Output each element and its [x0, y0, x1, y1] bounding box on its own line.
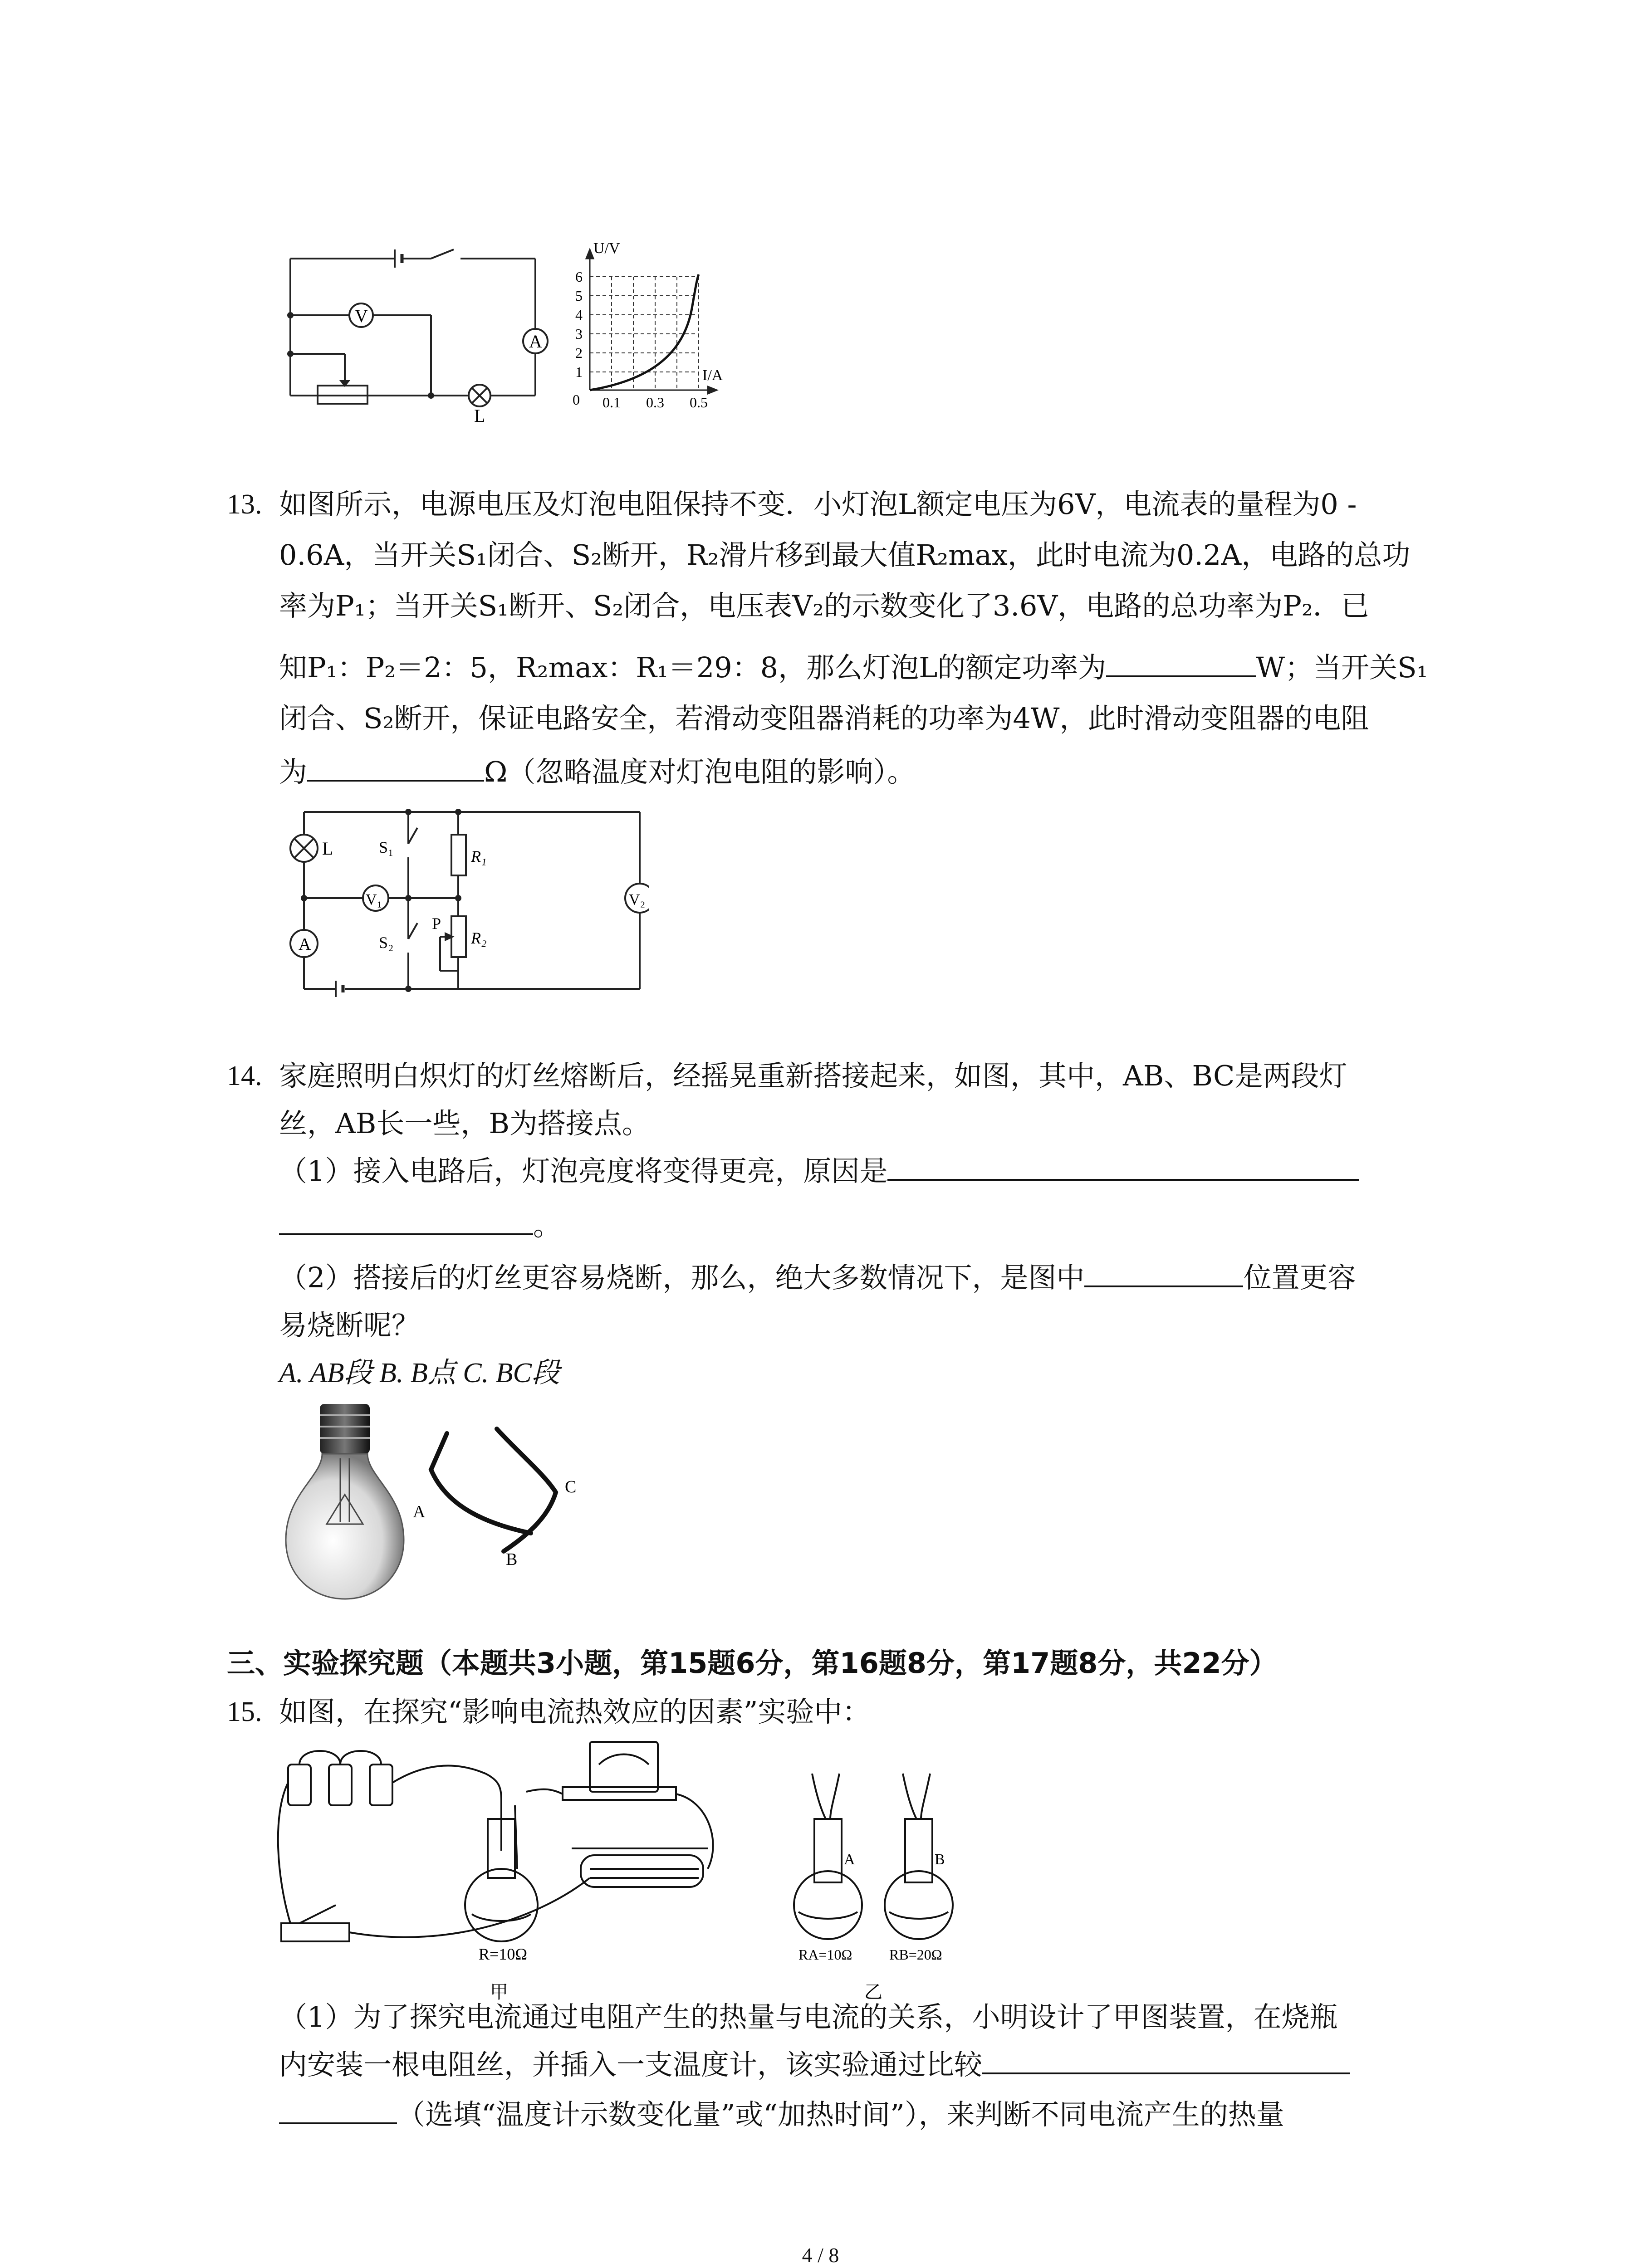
q15-sub1-line1: （1）为了探究电流通过电阻产生的热量与电流的关系，小明设计了甲图装置，在烧瓶 — [279, 2000, 1338, 2033]
filament-label-a: A — [413, 1502, 426, 1521]
experiment-apparatus-yi — [780, 1769, 971, 2005]
q14-sub1-end: 。 — [533, 1209, 562, 1242]
q13-line6-tail: Ω（忽略温度对灯泡电阻的影响）。 — [484, 755, 916, 788]
filament-label-b: B — [506, 1550, 518, 1569]
experiment-apparatus-jia — [272, 1733, 749, 2005]
flask-a-label: A — [844, 1851, 855, 1868]
section3-heading: 三、实验探究题（本题共3小题，第15题6分，第16题8分，第17题8分，共22分） — [227, 1647, 1278, 1680]
x-tick: 0.3 — [646, 394, 664, 411]
u-i-graph — [563, 236, 753, 417]
ammeter-label: A — [529, 331, 542, 352]
y-tick: 5 — [575, 288, 583, 304]
q14-blank-reason-line1[interactable] — [887, 1149, 1359, 1181]
lamp-L-label: L — [322, 838, 333, 859]
lamp-label: L — [474, 406, 485, 426]
q15-number: 15. — [227, 1696, 262, 1727]
q13-line4-text: 知P₁：P₂＝2：5，R₂max：R₁＝29：8，那么灯泡L的额定功率为 — [279, 651, 1107, 684]
v1-label: V₁ — [366, 891, 382, 908]
q13-line2: 0.6A，当开关S₁闭合、S₂断开，R₂滑片移到最大值R₂max，此时电流为0.2A，电路的总功 — [279, 538, 1411, 572]
voltmeter-label: V — [355, 306, 368, 326]
q15-blank-compare-line2[interactable] — [279, 2092, 397, 2124]
x-axis-label: I/A — [702, 367, 723, 384]
q15-sub1-tail: （选填“温度计示数变化量”或“加热时间”），来判断不同电流产生的热量 — [397, 2098, 1284, 2131]
rb-label: RB=20Ω — [889, 1946, 942, 1963]
s2-label: S₂ — [379, 934, 394, 952]
q14-sub1-cont — [279, 1202, 561, 1249]
s1-label: S₁ — [379, 838, 394, 856]
q13-line4 — [279, 644, 1428, 691]
filament-label-c: C — [565, 1477, 577, 1496]
q14-options: A. AB段 B. B点 C. BC段 — [279, 1358, 560, 1388]
y-tick: 6 — [575, 269, 583, 285]
q13-line5: 闭合、S₂断开，保证电路安全，若滑动变阻器消耗的功率为4W，此时滑动变阻器的电阻 — [279, 702, 1369, 735]
q13-circuit-figure — [277, 807, 649, 998]
q14-blank-reason-line2[interactable] — [279, 1203, 533, 1235]
q14-sub2-cont: 易烧断呢？ — [279, 1309, 420, 1342]
q13-line1: 如图所示，电源电压及灯泡电阻保持不变．小灯泡L额定电压为6V，电流表的量程为0 - — [279, 488, 1357, 521]
q13-blank-resistance[interactable] — [307, 750, 484, 782]
r1-label: R₁ — [471, 847, 487, 865]
q13-line6 — [279, 748, 915, 796]
q14-blank-position[interactable] — [1084, 1256, 1243, 1287]
y-tick: 1 — [575, 364, 583, 380]
q14-sub2 — [279, 1254, 1356, 1301]
y-tick: 4 — [575, 307, 583, 323]
x-tick: 0.1 — [603, 394, 621, 411]
jia-resistor-label: R=10Ω — [479, 1945, 528, 1963]
q14-sub1-text: （1）接入电路后，灯泡亮度将变得更亮，原因是 — [279, 1154, 888, 1188]
yi-caption: 乙 — [864, 1982, 882, 2002]
r2-label: R₂ — [471, 929, 487, 947]
y-axis-label: U/V — [593, 240, 620, 257]
y-tick: 2 — [575, 345, 583, 361]
ra-label: RA=10Ω — [798, 1946, 852, 1963]
q13-line6-text: 为 — [279, 755, 308, 788]
lightbulb-image — [277, 1399, 413, 1603]
q14-line2: 丝，AB长一些，B为搭接点。 — [279, 1107, 650, 1140]
q15-line1: 如图，在探究“影响电流热效应的因素”实验中： — [279, 1695, 871, 1728]
filament-diagram — [408, 1397, 590, 1569]
q14-sub2-text: （2）搭接后的灯丝更容易烧断，那么，绝大多数情况下，是图中 — [279, 1261, 1085, 1294]
q15-sub1-line2 — [279, 2041, 1350, 2088]
flask-b-label: B — [935, 1851, 945, 1868]
q14-sub2-tail: 位置更容 — [1243, 1261, 1356, 1294]
ammeter-label: A — [299, 935, 311, 954]
x-tick: 0.5 — [690, 394, 708, 411]
v2-label: V₂ — [629, 891, 646, 908]
top-circuit-figure — [281, 236, 563, 426]
jia-caption: 甲 — [490, 1982, 508, 2002]
q13-line4-tail: W；当开关S₁ — [1256, 651, 1428, 684]
q15-sub1-text: 内安装一根电阻丝，并插入一支温度计，该实验通过比较 — [279, 2048, 983, 2081]
q13-number: 13. — [227, 489, 262, 520]
y-tick: 3 — [575, 326, 583, 342]
q15-blank-compare-line1[interactable] — [982, 2043, 1350, 2074]
q14-line1: 家庭照明白炽灯的灯丝熔断后，经摇晃重新搭接起来，如图，其中，AB、BC是两段灯 — [279, 1059, 1347, 1092]
q13-blank-power[interactable] — [1106, 645, 1256, 677]
origin-label: 0 — [573, 391, 580, 408]
q14-number: 14. — [227, 1061, 262, 1091]
slider-p-label: P — [432, 914, 441, 933]
q14-sub1 — [279, 1148, 1359, 1195]
page-number: 4 / 8 — [802, 2244, 839, 2267]
q13-line3: 率为P₁；当开关S₁断开、S₂闭合，电压表V₂的示数变化了3.6V，电路的总功率为P₂．已 — [279, 589, 1369, 622]
q15-sub1-line3 — [279, 2091, 1284, 2138]
